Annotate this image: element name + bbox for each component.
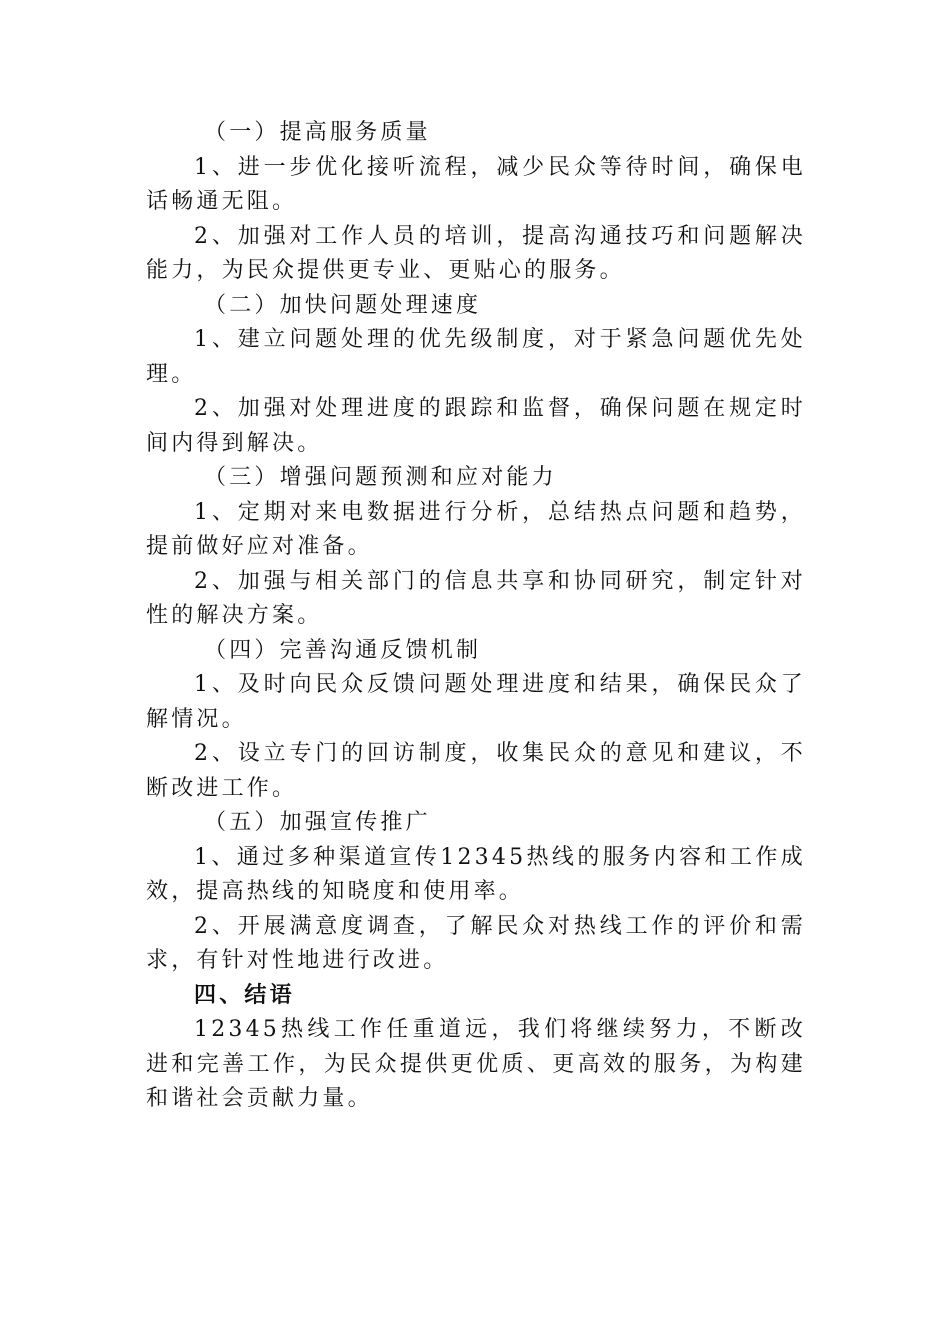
section-5-item-2: 2、开展满意度调查，了解民众对热线工作的评价和需求，有针对性地进行改进。: [146, 913, 806, 973]
section-2-item-1: 1、建立问题处理的优先级制度，对于紧急问题优先处理。: [146, 327, 806, 387]
section-title-4: （四）完善沟通反馈机制: [204, 637, 482, 663]
section-1-item-2: 2、加强对工作人员的培训，提高沟通技巧和问题解决能力，为民众提供更专业、更贴心的服务。: [146, 223, 806, 283]
section-5-item-1: 1、通过多种渠道宣传12345热线的服务内容和工作成效，提高热线的知晓度和使用率。: [146, 844, 806, 904]
section-title-1: （一）提高服务质量: [204, 120, 431, 145]
section-1-item-1: 1、进一步优化接听流程，减少民众等待时间，确保电话畅通无阻。: [146, 154, 806, 214]
section-title-5: （五）加强宣传推广: [204, 810, 431, 835]
document-body: [146, 116, 806, 1117]
conclusion-heading: 四、结语: [194, 982, 295, 1008]
section-2-item-2: 2、加强对处理进度的跟踪和监督，确保问题在规定时间内得到解决。: [146, 396, 806, 456]
section-3-item-1: 1、定期对来电数据进行分析，总结热点问题和趋势，提前做好应对准备。: [146, 499, 806, 559]
section-4-item-1: 1、及时向民众反馈问题处理进度和结果，确保民众了解情况。: [146, 672, 806, 732]
section-4-item-2: 2、设立专门的回访制度，收集民众的意见和建议，不断改进工作。: [146, 741, 806, 801]
conclusion-text: 12345热线工作任重道远，我们将继续努力，不断改进和完善工作，为民众提供更优质、更高效的服务，为构建和谐社会贡献力量。: [146, 1017, 806, 1111]
section-title-2: （二）加快问题处理速度: [204, 292, 482, 318]
section-title-3: （三）增强问题预测和应对能力: [204, 465, 557, 490]
section-3-item-2: 2、加强与相关部门的信息共享和协同研究，制定针对性的解决方案。: [146, 568, 806, 628]
